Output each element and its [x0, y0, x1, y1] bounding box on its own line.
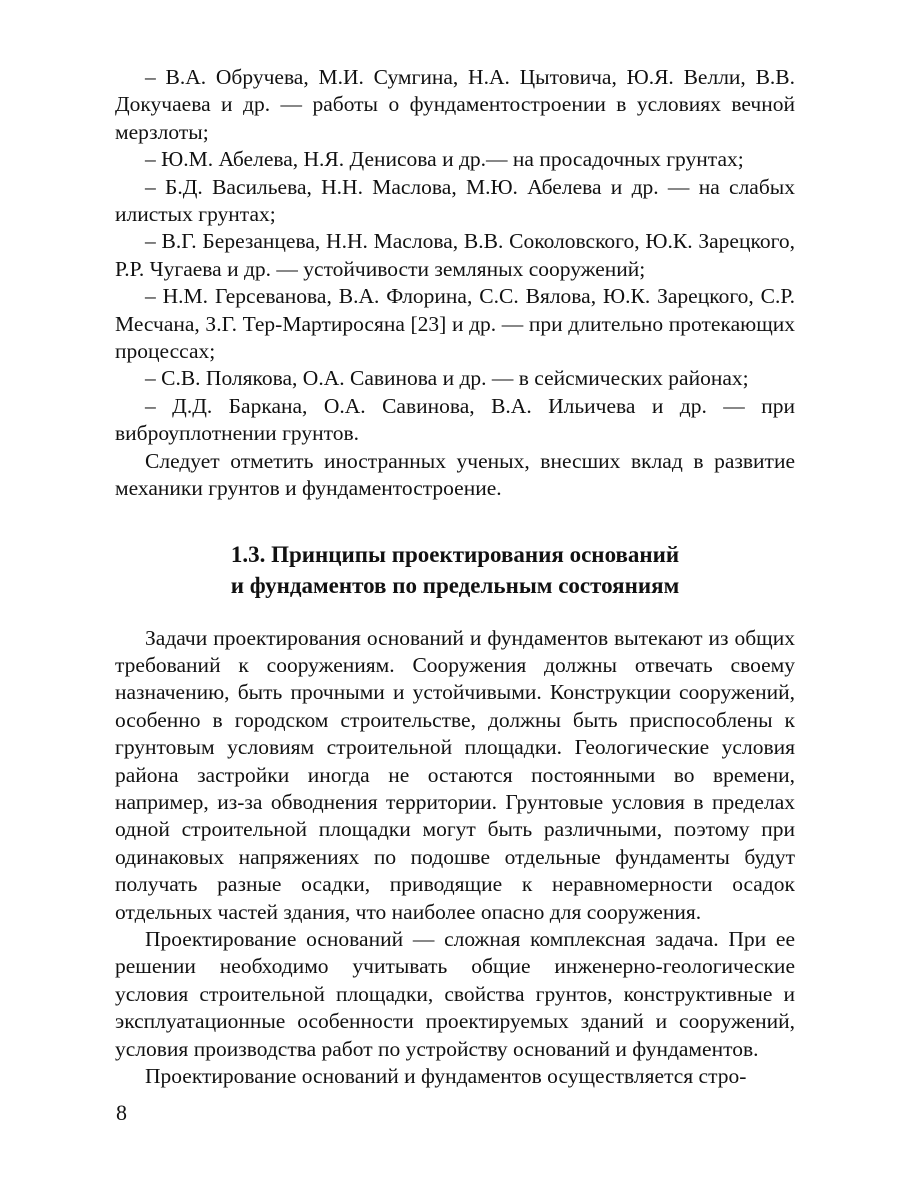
section-heading-line-2: и фундаментов по предельным состояниям — [230, 572, 680, 598]
list-item: – Д.Д. Баркана, О.А. Савинова, В.А. Ильичева и др. — при виброуплотнении грунтов. — [115, 393, 795, 446]
page-number: 8 — [116, 1100, 127, 1125]
section-heading-line-1: 1.3. Принципы проектирования оснований — [230, 541, 680, 567]
text-column — [115, 64, 795, 1090]
body-paragraph: Проектирование оснований и фундаментов осуществляется стро- — [145, 1064, 747, 1088]
section-heading — [115, 539, 795, 601]
list-item: – Б.Д. Васильева, Н.Н. Маслова, М.Ю. Абелева и др. — на слабых илистых грунтах; — [115, 174, 795, 227]
list-item: – С.В. Полякова, О.А. Савинова и др. — в сейсмических районах; — [145, 366, 749, 391]
list-item: – Ю.М. Абелева, Н.Я. Денисова и др.— на просадочных грунтах; — [145, 147, 744, 172]
list-item: – Н.М. Герсеванова, В.А. Флорина, С.С. Вялова, Ю.К. Зарецкого, С.Р. Месчана, З.Г. Тер-Мартиросяна [23] и др. — при длительно протекающих процессах; — [115, 284, 795, 364]
list-item: – В.Г. Березанцева, Н.Н. Маслова, В.В. Соколовского, Ю.К. Зарецкого, Р.Р. Чугаева и др. — устойчивости земляных сооружений; — [115, 229, 795, 281]
intro-closing-paragraph: Следует отметить иностранных ученых, внесших вклад в развитие механики грунтов и фундаментостроение. — [115, 448, 795, 501]
body-paragraph: Задачи проектирования оснований и фундаментов вытекают из общих требований к сооружениям. Сооружения должны отвечать своему назначению, быть прочными и устойчивыми. Конструкции сооружений, особенно в городском строительстве, должны быть приспособлены к грунтовым условиям строительной площадки. Геологические условия района застройки иногда не остаются постоянными во времени, например, из-за обводнения территории. Грунтовые условия в пределах одной строительной площадки могут быть различными, поэтому при одинаковых напряжениях по подошве отдельные фундаменты будут получать разные осадки, приводящие к неравномерности осадок отдельных частей здания, что наиболее опасно для сооружения. — [115, 625, 795, 924]
body-paragraph: Проектирование оснований — сложная комплексная задача. При ее решении необходимо учитывать общие инженерно-геологические условия строительной площадки, свойства грунтов, конструктивные и эксплуатационные особенности проектируемых зданий и сооружений, условия производства работ по устройству оснований и фундаментов. — [115, 926, 795, 1061]
list-item: – В.А. Обручева, М.И. Сумгина, Н.А. Цытовича, Ю.Я. Велли, В.В. Докучаева и др. — работы о фундаментостроении в условиях вечной мерзлоты; — [115, 65, 795, 144]
